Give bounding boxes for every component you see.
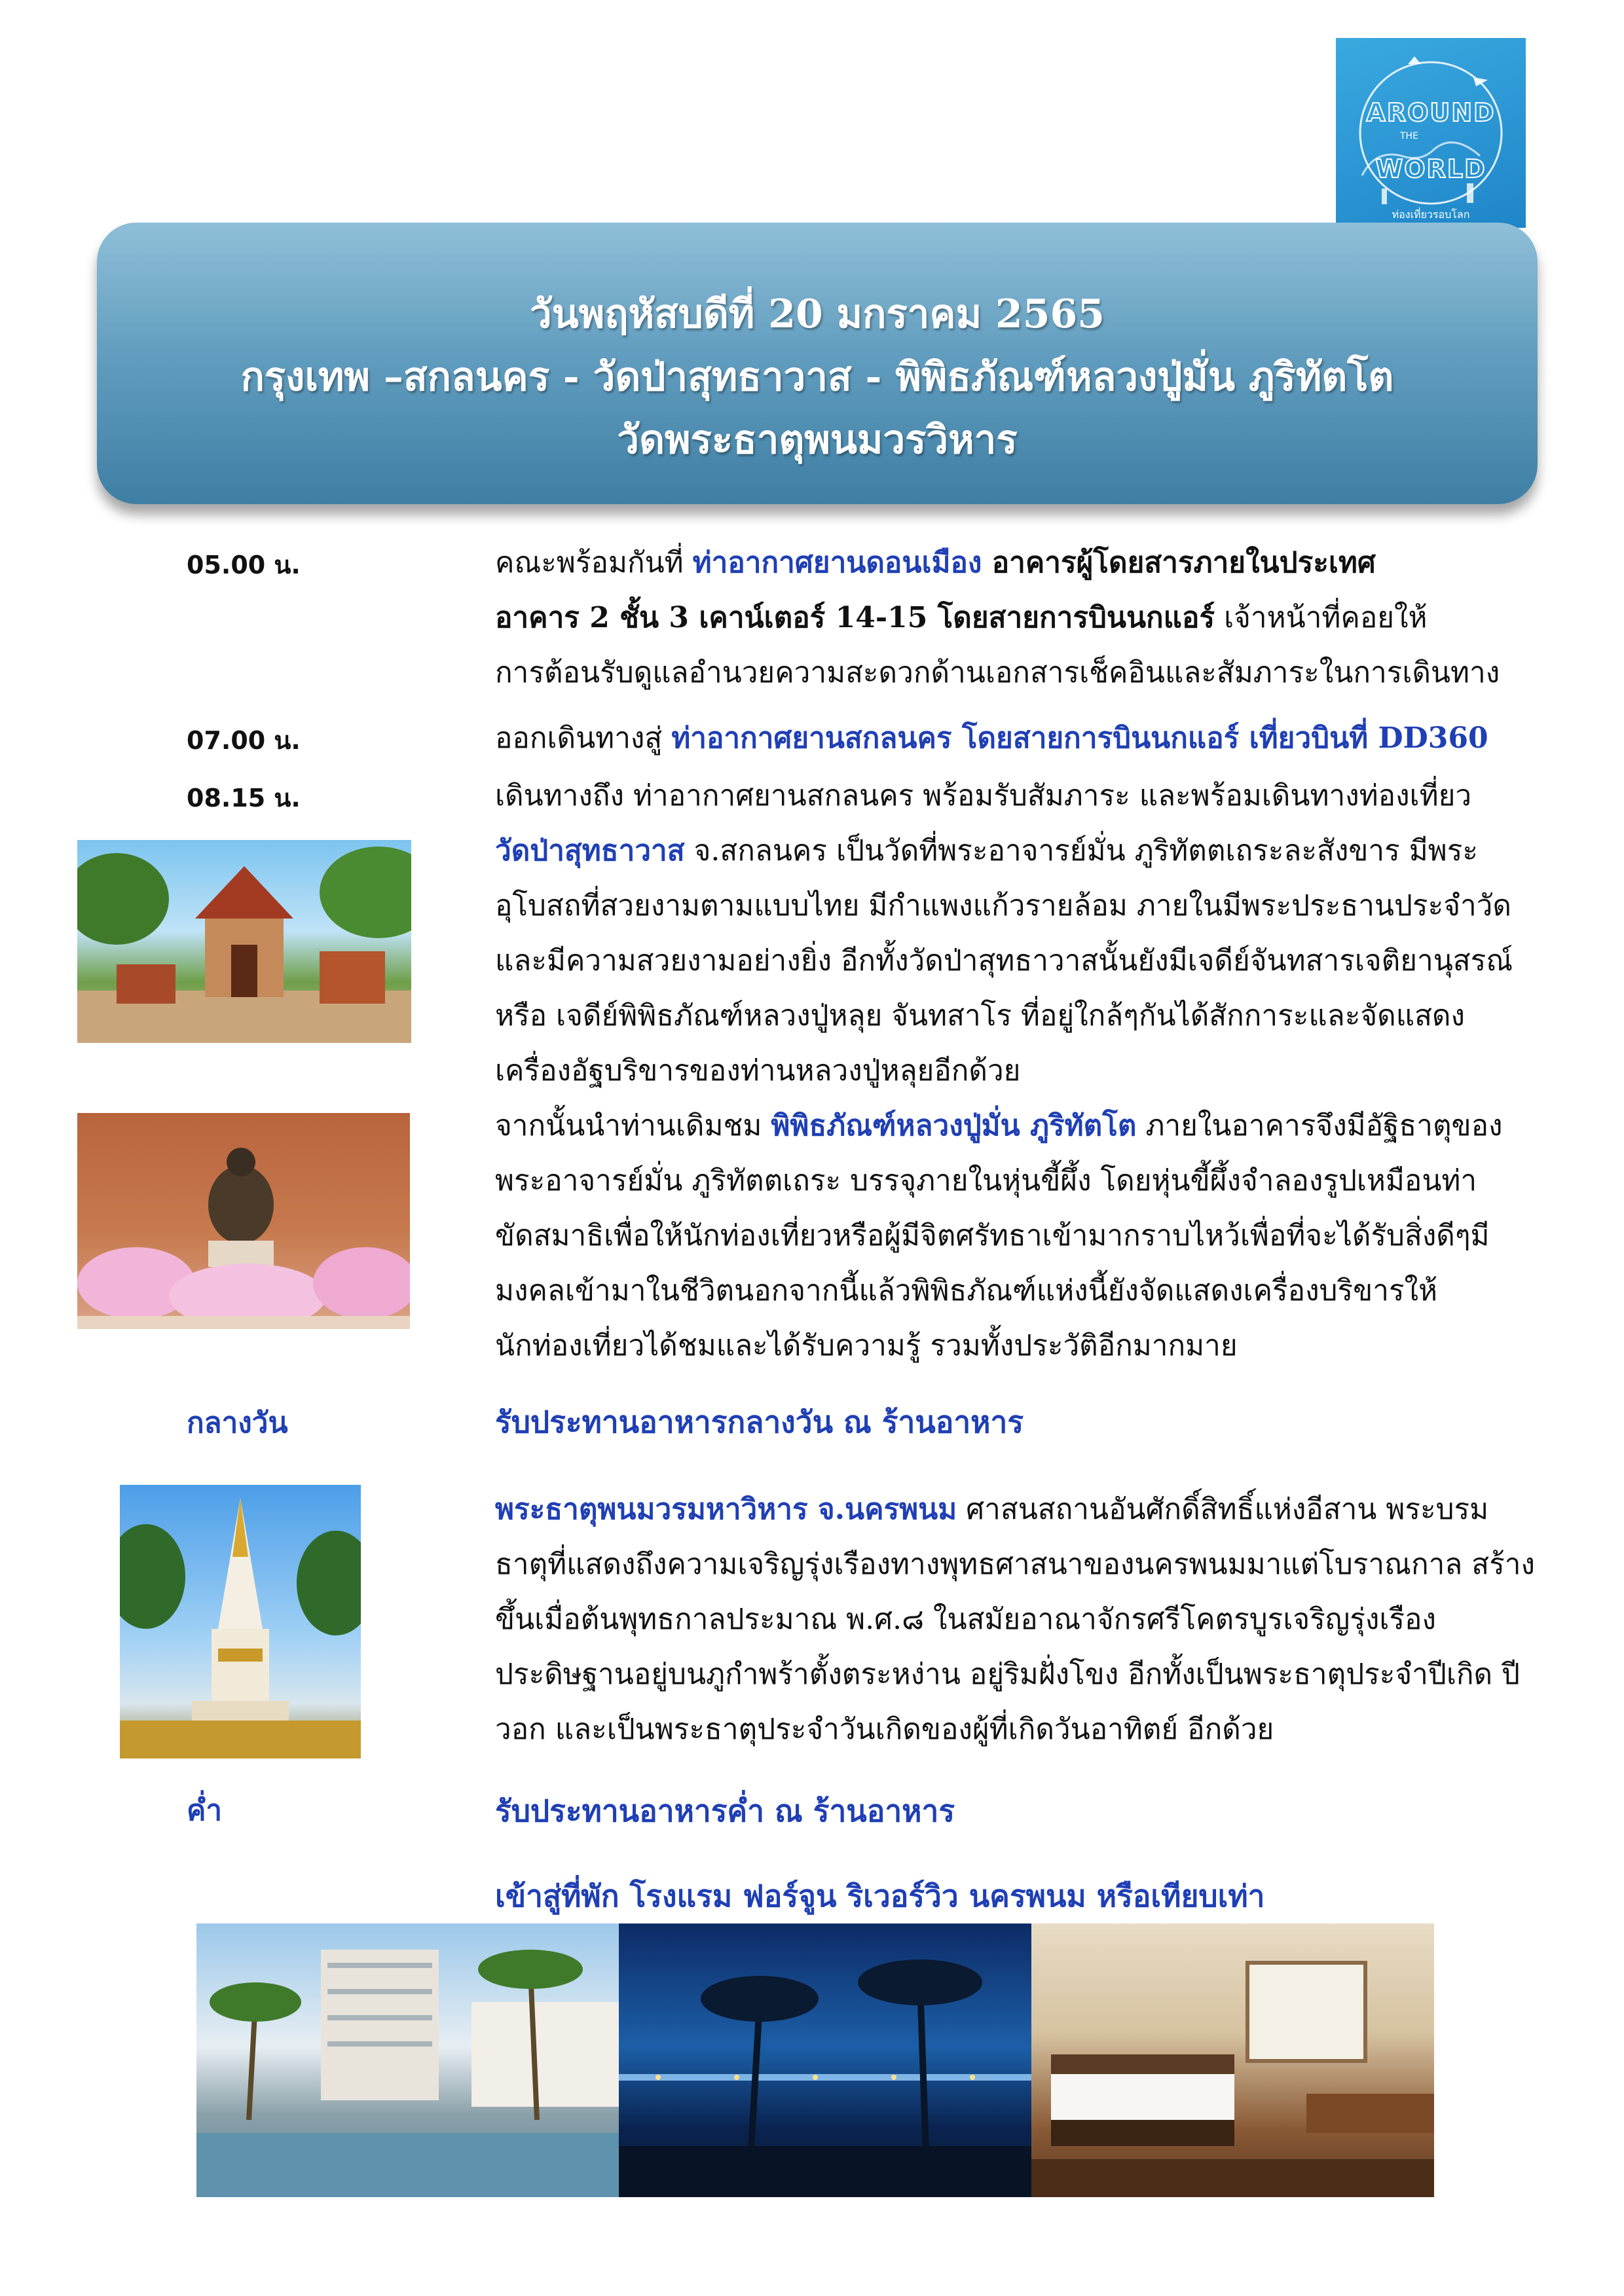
line: เดินทางถึง ท่าอากาศยานสกลนคร พร้อมรับสัมภาระ และพร้อมเดินทางท่องเที่ยว: [495, 779, 1472, 812]
line: วัดป่าสุทธาวาส จ.สกลนคร เป็นวัดที่พระอาจารย์มั่น ภูริทัตตเถระละสังขาร มีพระ: [495, 834, 1479, 867]
line: คณะพร้อมกันที่ ท่าอากาศยานดอนเมือง อาคารผู้โดยสารภายในประเทศ: [495, 546, 1376, 579]
line: พระอาจารย์มั่น ภูริทัตตเถระ บรรจุภายในหุ่นขี้ผึ้ง โดยหุ่นขี้ผึ้งจำลองรูปเหมือนท่า: [495, 1164, 1477, 1197]
hotel-room-photo: [1031, 1923, 1434, 2197]
line: พระธาตุพนมวรมหาวิหาร จ.นครพนม ศาสนสถานอันศักดิ์สิทธิ์แห่งอีสาน พระบรม: [495, 1493, 1489, 1526]
banner-route: กรุงเทพ –สกลนคร - วัดป่าสุทธาวาส - พิพิธภัณฑ์หลวงปู่มั่น ภูริทัตโต: [240, 354, 1394, 400]
temple-photo: [77, 840, 411, 1043]
schedule-0500: [495, 536, 1543, 701]
dinner-text: รับประทานอาหารค่ำ ณ ร้านอาหาร: [495, 1793, 955, 1829]
schedule-0815: [495, 769, 1543, 1099]
line: วอก และเป็นพระธาตุประจำวันเกิดของผู้ที่เกิดวันอาทิตย์ อีกด้วย: [495, 1713, 1274, 1746]
museum-description: [495, 1099, 1543, 1374]
line: มงคลเข้ามาในชีวิตนอกจากนี้แล้วพิพิธภัณฑ์แห่งนี้ยังจัดแสดงเครื่องบริขารให้: [495, 1274, 1438, 1307]
time-0815: 08.15 น.: [187, 784, 301, 812]
line: ออกเดินทางสู่ ท่าอากาศยานสกลนคร โดยสายการบินนกแอร์ เที่ยวบินที่ DD360: [495, 721, 1488, 755]
line: ขัดสมาธิเพื่อให้นักท่องเที่ยวหรือผู้มีจิตศรัทธาเข้ามากราบไหว้เพื่อที่จะได้รับสิ่งดีๆมี: [495, 1219, 1490, 1252]
logo-tagline: ท่องเที่ยวรอบโลก: [1392, 208, 1470, 221]
phra-that-phanom-photo: [120, 1485, 361, 1758]
line: ธาตุที่แสดงถึงความเจริญรุ่งเรืองทางพุทธศาสนาของนครพนมมาแต่โบราณกาล สร้าง: [495, 1548, 1535, 1581]
time-0700: 07.00 น.: [187, 726, 301, 755]
around-the-world-logo: [1336, 38, 1526, 228]
time-dinner: ค่ำ: [187, 1794, 223, 1827]
lunch-text: รับประทานอาหารกลางวัน ณ ร้านอาหาร: [495, 1404, 1024, 1440]
hotel-exterior-photo: [196, 1923, 619, 2197]
line: การต้อนรับดูแลอำนวยความสะดวกด้านเอกสารเช็คอินและสัมภาระในการเดินทาง: [495, 656, 1500, 689]
line: นักท่องเที่ยวได้ชมและได้รับความรู้ รวมทั้งประวัติอีกมากมาย: [495, 1329, 1238, 1362]
time-0500: 05.00 น.: [187, 551, 301, 579]
line: และมีความสวยงามอย่างยิ่ง อีกทั้งวัดป่าสุทธาวาสนั้นยังมีเจดีย์จันทสารเจติยานุสรณ์: [495, 944, 1513, 977]
logo-word-around: AROUND: [1366, 98, 1496, 127]
hotel-text: เข้าสู่ที่พัก โรงแรม ฟอร์จูน ริเวอร์วิว นครพนม หรือเทียบเท่า: [495, 1878, 1265, 1914]
wax-statue-photo: [77, 1113, 410, 1329]
banner-date: วันพฤหัสบดีที่ 20 มกราคม 2565: [530, 291, 1105, 337]
day-banner: [97, 223, 1538, 504]
line: อาคาร 2 ชั้น 3 เคาน์เตอร์ 14-15 โดยสายการบินนกแอร์ เจ้าหน้าที่คอยให้: [495, 601, 1428, 634]
schedule-0700: [495, 711, 1543, 766]
globe-icon: [1336, 38, 1526, 228]
line: ขึ้นเมื่อต้นพุทธกาลประมาณ พ.ศ.๘ ในสมัยอาณาจักรศรีโคตรบูรเจริญรุ่งเรือง: [495, 1603, 1436, 1636]
phanom-description: [495, 1482, 1543, 1757]
line: ประดิษฐานอยู่บนภูกำพร้าตั้งตระหง่าน อยู่ริมฝั่งโขง อีกทั้งเป็นพระธาตุประจำปีเกิด ปี: [495, 1658, 1520, 1691]
line: เครื่องอัฐบริขารของท่านหลวงปู่หลุยอีกด้วย: [495, 1054, 1021, 1087]
line: อุโบสถที่สวยงามตามแบบไทย มีกำแพงแก้วรายล้อม ภายในมีพระประธานประจำวัด: [495, 889, 1511, 922]
riverside-night-photo: [619, 1923, 1031, 2197]
banner-route-end: วัดพระธาตุพนมวรวิหาร: [617, 417, 1018, 463]
time-lunch: กลางวัน: [187, 1406, 288, 1440]
logo-word-world: WORLD: [1375, 155, 1486, 183]
line: จากนั้นนำท่านเดิมชม พิพิธภัณฑ์หลวงปู่มั่น ภูริทัตโต ภายในอาคารจึงมีอัฐิธาตุของ: [495, 1109, 1503, 1142]
logo-word-the: THE: [1400, 131, 1418, 141]
line: หรือ เจดีย์พิพิธภัณฑ์หลวงปู่หลุย จันทสาโร ที่อยู่ใกล้ๆกันได้สักการะและจัดแสดง: [495, 999, 1465, 1032]
